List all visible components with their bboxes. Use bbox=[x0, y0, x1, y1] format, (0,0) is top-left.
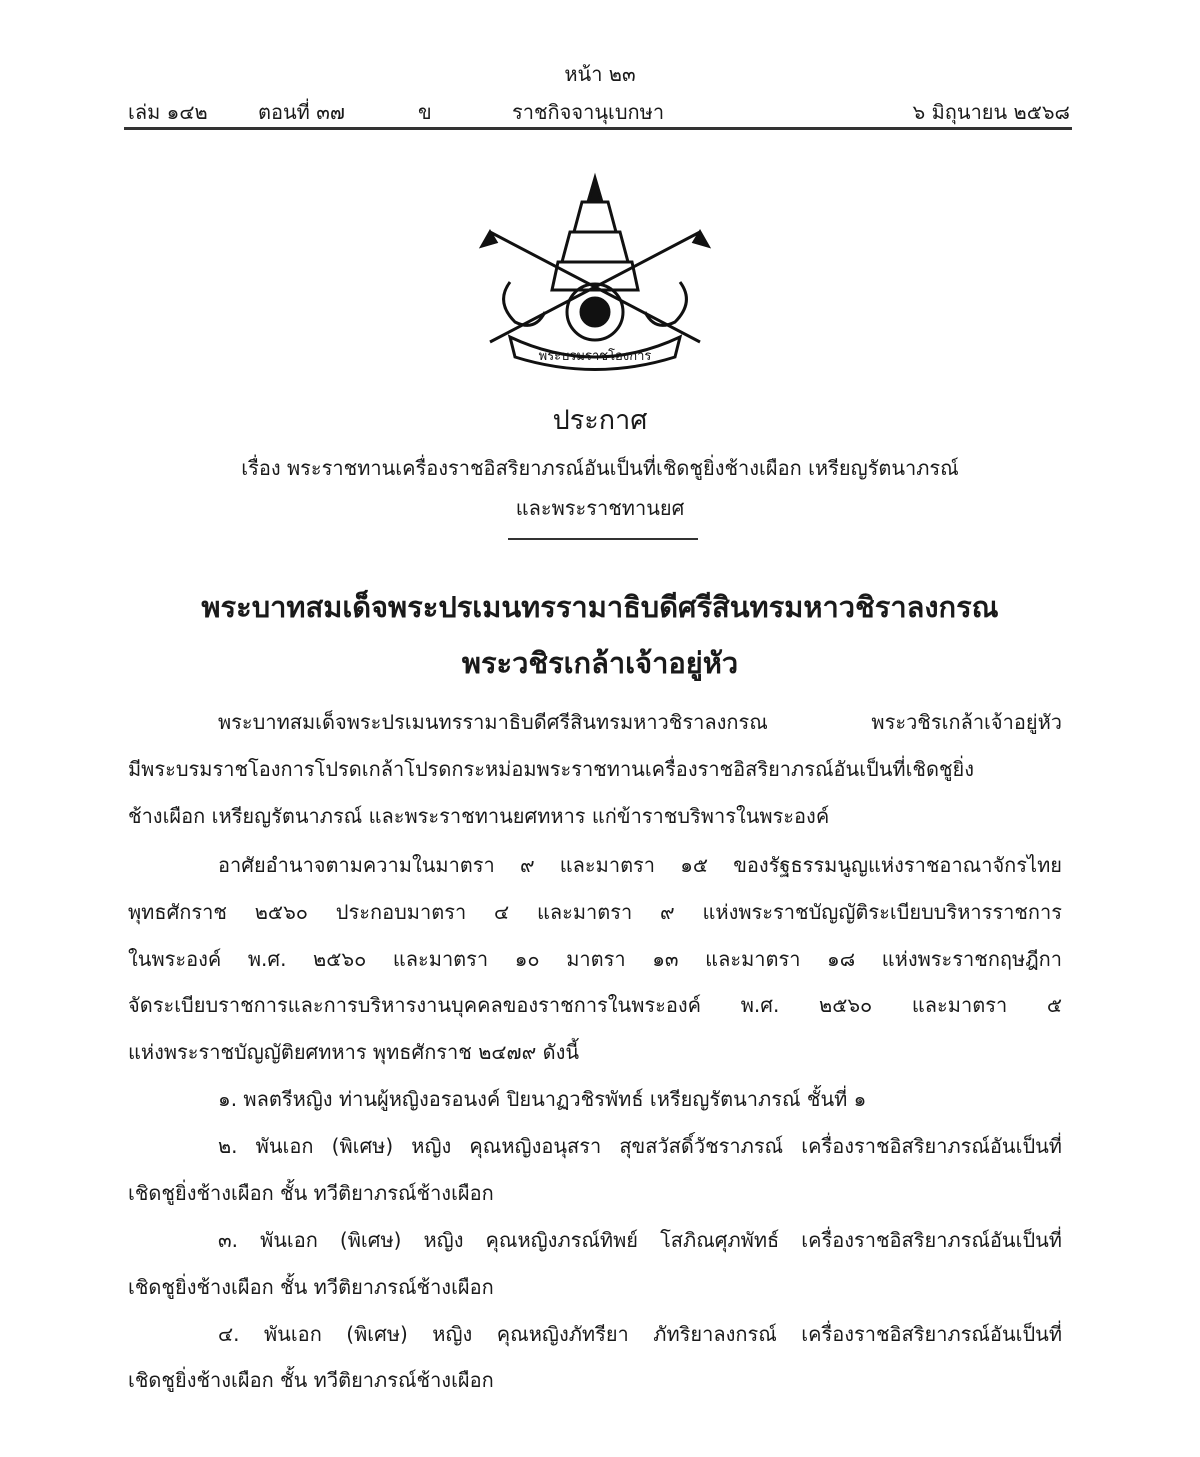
subject-rule bbox=[508, 538, 698, 540]
body-line: เชิดชูยิ่งช้างเผือก ชั้น ทวีติยาภรณ์ช้างเผือก bbox=[128, 1368, 494, 1392]
title-line-1: พระบาทสมเด็จพระปรเมนทรรามาธิบดีศรีสินทรมหาวชิราลงกรณ bbox=[201, 590, 999, 624]
body-line: ๔. พันเอก (พิเศษ) หญิง คุณหญิงภัทรียา ภัทริยาลงกรณ์ เครื่องราชอิสริยาภรณ์อันเป็นที่ bbox=[218, 1322, 1062, 1346]
date: ๖ มิถุนายน ๒๕๖๘ bbox=[912, 100, 1070, 124]
body-line: เชิดชูยิ่งช้างเผือก ชั้น ทวีติยาภรณ์ช้างเผือก bbox=[128, 1275, 494, 1299]
subject-line-1: เรื่อง พระราชทานเครื่องราชอิสริยาภรณ์อันเป็นที่เชิดชูยิ่งช้างเผือก เหรียญรัตนาภรณ์ bbox=[241, 456, 959, 480]
body-line: พุทธศักราช ๒๕๖๐ ประกอบมาตรา ๔ และมาตรา ๙ แห่งพระราชบัญญัติระเบียบบริหารราชการ bbox=[128, 900, 1062, 924]
announcement-heading: ประกาศ bbox=[552, 405, 648, 436]
header-rule bbox=[124, 127, 1072, 130]
body-line: แห่งพระราชบัญญัติยศทหาร พุทธศักราช ๒๔๗๙ ดังนี้ bbox=[128, 1040, 580, 1064]
body-line: ๑. พลตรีหญิง ท่านผู้หญิงอรอนงค์ ปิยนาฏวชิรพัทธ์ เหรียญรัตนาภรณ์ ชั้นที่ ๑ bbox=[218, 1087, 867, 1111]
body-line: มีพระบรมราชโองการโปรดเกล้าโปรดกระหม่อมพระราชทานเครื่องราชอิสริยาภรณ์อันเป็นที่เชิดชูยิ่ง bbox=[128, 757, 975, 781]
issue: ตอนที่ ๓๗ bbox=[258, 100, 345, 124]
title-line-2: พระวชิรเกล้าเจ้าอยู่หัว bbox=[461, 646, 739, 680]
royal-garuda-emblem bbox=[470, 172, 720, 372]
body-line: อาศัยอำนาจตามความในมาตรา ๙ และมาตรา ๑๕ ของรัฐธรรมนูญแห่งราชอาณาจักรไทย bbox=[218, 853, 1062, 877]
body-line: จัดระเบียบราชการและการบริหารงานบุคคลของราชการในพระองค์ พ.ศ. ๒๕๖๐ และมาตรา ๕ bbox=[128, 993, 1062, 1017]
body-line: ในพระองค์ พ.ศ. ๒๕๖๐ และมาตรา ๑๐ มาตรา ๑๓ และมาตรา ๑๘ แห่งพระราชกฤษฎีกา bbox=[128, 947, 1062, 971]
emblem-inscription: พระบรมราชโองการ bbox=[538, 349, 652, 364]
section: ข bbox=[418, 100, 432, 124]
subject-line-2: และพระราชทานยศ bbox=[515, 496, 685, 520]
body-line: พระบาทสมเด็จพระปรเมนทรรามาธิบดีศรีสินทรมหาวชิราลงกรณ พระวชิรเกล้าเจ้าอยู่หัว bbox=[218, 710, 1062, 734]
body-line: ๓. พันเอก (พิเศษ) หญิง คุณหญิงภรณ์ทิพย์ โสภิณศุภพัทธ์ เครื่องราชอิสริยาภรณ์อันเป็นที่ bbox=[218, 1228, 1062, 1252]
volume: เล่ม ๑๔๒ bbox=[128, 100, 208, 124]
body-line: ช้างเผือก เหรียญรัตนาภรณ์ และพระราชทานยศทหาร แก่ข้าราชบริพารในพระองค์ bbox=[128, 804, 830, 828]
body-line: ๒. พันเอก (พิเศษ) หญิง คุณหญิงอนุสรา สุขสวัสดิ์วัชราภรณ์ เครื่องราชอิสริยาภรณ์อันเป็นที่ bbox=[218, 1134, 1062, 1158]
body-line: เชิดชูยิ่งช้างเผือก ชั้น ทวีติยาภรณ์ช้างเผือก bbox=[128, 1181, 494, 1205]
publication-name: ราชกิจจานุเบกษา bbox=[512, 100, 665, 124]
page-number: หน้า ๒๓ bbox=[564, 62, 636, 86]
